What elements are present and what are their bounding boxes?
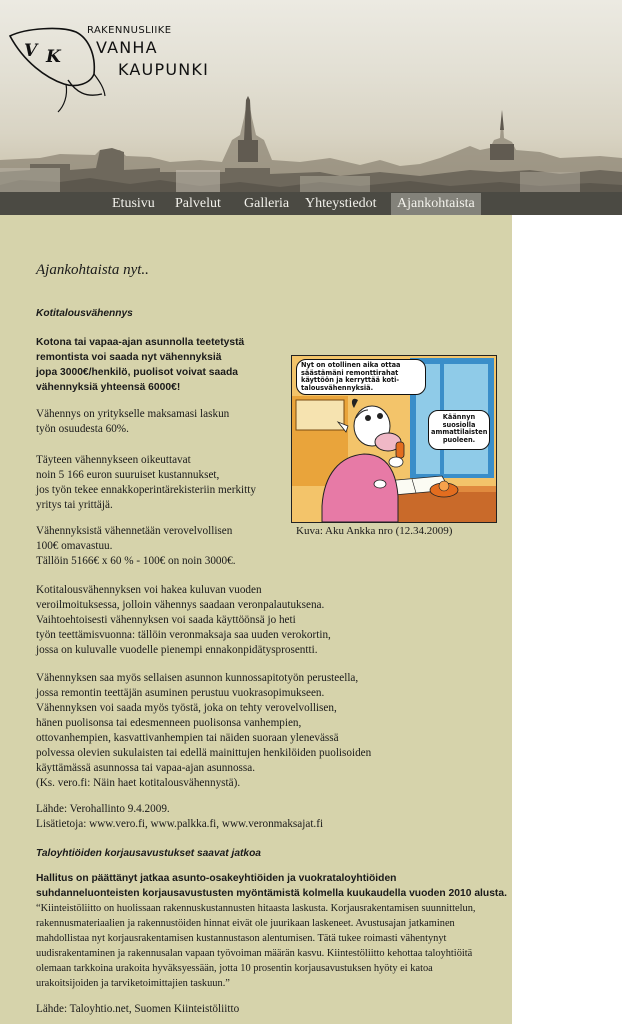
paragraph-line: ottovanhempien, kasvattivanhempien tai näiden suoraan ylenevässä <box>36 732 339 744</box>
quote-line: uudisrakentaminen ja rakennusalan vapaan työvoiman määrän kasvu. Kiintestöliitto kehottaa taloyhtiöitä <box>36 948 473 959</box>
comic-thought-bubble <box>428 410 490 450</box>
paragraph-line: jossa on kuluvalle vuodelle pienempi ennakonpidätysprosentti. <box>36 644 318 656</box>
paragraph-line: polvessa olevien sukulaisten tai edellä mainittujen henkilöiden puolisoiden <box>36 747 372 759</box>
nav-yhteystiedot[interactable]: Yhteystiedot <box>305 196 377 211</box>
bubble-line: ammattilaisten <box>431 428 488 437</box>
bubble-line: käyttöön ja kerryttää koti- <box>301 376 400 385</box>
bubble-line: Käännyn <box>442 413 476 421</box>
section-heading-korjausavustukset: Taloyhtiöiden korjausavustukset saavat jatkoa <box>36 848 261 859</box>
paragraph-line: hänen puolisonsa tai edesmenneen puolisonsa vanhempien, <box>36 717 302 729</box>
nav-etusivu[interactable]: Etusivu <box>112 196 155 211</box>
site-header <box>0 0 622 215</box>
paragraph-line: Tällöin 5166€ x 60 % - 100€ on noin 3000€. <box>36 555 236 567</box>
paragraph-line: jos työn tekee ennakkoperintärekisteriin merkitty <box>36 484 256 496</box>
paragraph-line: yritys tai yrittäjä. <box>36 499 113 511</box>
source-line: Lähde: Taloyhtio.net, Suomen Kiinteistöliitto <box>36 1003 240 1015</box>
quote-line: rakennusmateriaalien ja rakennustöiden hinnat eivät ole juurikaan laskeneet. Avustusajan jatkaminen <box>36 918 455 929</box>
svg-text:V: V <box>24 41 38 61</box>
quote-line: mahdollistaa nyt korjausrakentamisen kustannustason alentumisen. Tätä tukee roimasti vähentynyt <box>36 933 447 944</box>
main-content <box>0 215 512 1024</box>
paragraph-line: veroilmoituksessa, jolloin vähennys saadaan veronpalautuksena. <box>36 599 325 611</box>
main-nav <box>0 192 622 215</box>
bubble-line: talousvähennyksiä. <box>301 383 374 392</box>
paragraph-line: (Ks. vero.fi: Näin haet kotitalousvähennystä). <box>36 777 241 789</box>
lead-line: Kotona tai vapaa-ajan asunnolla teetetystä <box>36 337 245 348</box>
paragraph-line: Vähennyksistä vähennetään verovelvollisen <box>36 525 233 537</box>
lead-line: Hallitus on päättänyt jatkaa asunto-osakeyhtiöiden ja vuokrataloyhtiöiden <box>36 873 397 884</box>
section-heading-kotitalousvahennys: Kotitalousvähennys <box>36 308 133 319</box>
paragraph-line: Vähennyksen saa myös sellaisen asunnon kunnossapitotyön perusteella, <box>36 672 359 684</box>
paragraph-line: Vaihtoehtoisesti vähennyksen voi saada käyttöönsä jo heti <box>36 614 296 626</box>
page-title: Ajankohtaista nyt.. <box>36 262 149 278</box>
comic-speech-bubble <box>296 359 426 395</box>
bubble-line: säästämäni remonttirahat <box>301 368 399 377</box>
lead-line: jopa 3000€/henkilö, puolisot voivat saada <box>36 367 239 378</box>
brand-line-kaupunki: KAUPUNKI <box>118 60 210 79</box>
nav-ajankohtaista[interactable]: Ajankohtaista <box>391 193 481 215</box>
bubble-line: Nyt on otollinen aika ottaa <box>301 361 401 369</box>
paragraph-line: Vähennyksen voi saada myös työstä, joka on tehty verovelvollisen, <box>36 702 337 714</box>
paragraph-line: 100€ omavastuu. <box>36 540 113 552</box>
paragraph-line: Kotitalousvähennyksen voi hakea kuluvan vuoden <box>36 584 262 596</box>
lead-line: remontista voi saada nyt vähennyksiä <box>36 352 222 363</box>
source-line: Lähde: Verohallinto 9.4.2009. <box>36 803 170 815</box>
quote-line: “Kiinteistöliitto on huolissaan rakennuskustannusten hitaasta laskusta. Korjausrakentamisen suunnittelun, <box>36 903 476 914</box>
more-info-line: Lisätietoja: www.vero.fi, www.palkka.fi, www.veronmaksajat.fi <box>36 818 324 830</box>
paragraph-line: työn osuudesta 60%. <box>36 423 129 435</box>
comic-caption: Kuva: Aku Ankka nro (12.34.2009) <box>296 525 453 537</box>
quote-line: olemaan tarkkoina urakoita hyväksyessään, jotta 10 prosentin korjausavustuksen hyöty ei katoa <box>36 963 433 974</box>
logo[interactable] <box>6 22 256 114</box>
paragraph-line: noin 5 166 euron suuruiset kustannukset, <box>36 469 220 481</box>
comic-image <box>291 355 497 523</box>
svg-text:K: K <box>46 47 61 67</box>
paragraph-line: työn teettämisvuonna: tällöin veronmaksaja saa uuden verokortin, <box>36 629 331 641</box>
paragraph-line: Täyteen vähennykseen oikeuttavat <box>36 454 191 466</box>
paragraph-line: käyttämässä asunnossa tai vapaa-ajan asunnossa. <box>36 762 256 774</box>
quote-line: urakoitsijoiden ja tarviketoimittajien taskuun.” <box>36 978 230 989</box>
brand-line-rakennusliike: RAKENNUSLIIKE <box>87 25 172 36</box>
lead-line: vähennyksiä yhteensä 6000€! <box>36 382 181 393</box>
nav-galleria[interactable]: Galleria <box>244 196 290 211</box>
bubble-line: suosiolla <box>442 420 476 429</box>
brand-line-vanha: VANHA <box>96 38 158 57</box>
bubble-line: puoleen. <box>442 435 476 444</box>
nav-palvelut[interactable]: Palvelut <box>175 196 221 211</box>
paragraph-line: jossa remontin teettäjän asuminen perustuu vuokrasopimukseen. <box>36 687 325 699</box>
paragraph-line: Vähennys on yritykselle maksamasi laskun <box>36 408 230 420</box>
lead-line: suhdanneluonteisten korjausavustusten myöntämistä kolmella kuukaudella vuoden 2010 alusta. <box>36 888 507 899</box>
